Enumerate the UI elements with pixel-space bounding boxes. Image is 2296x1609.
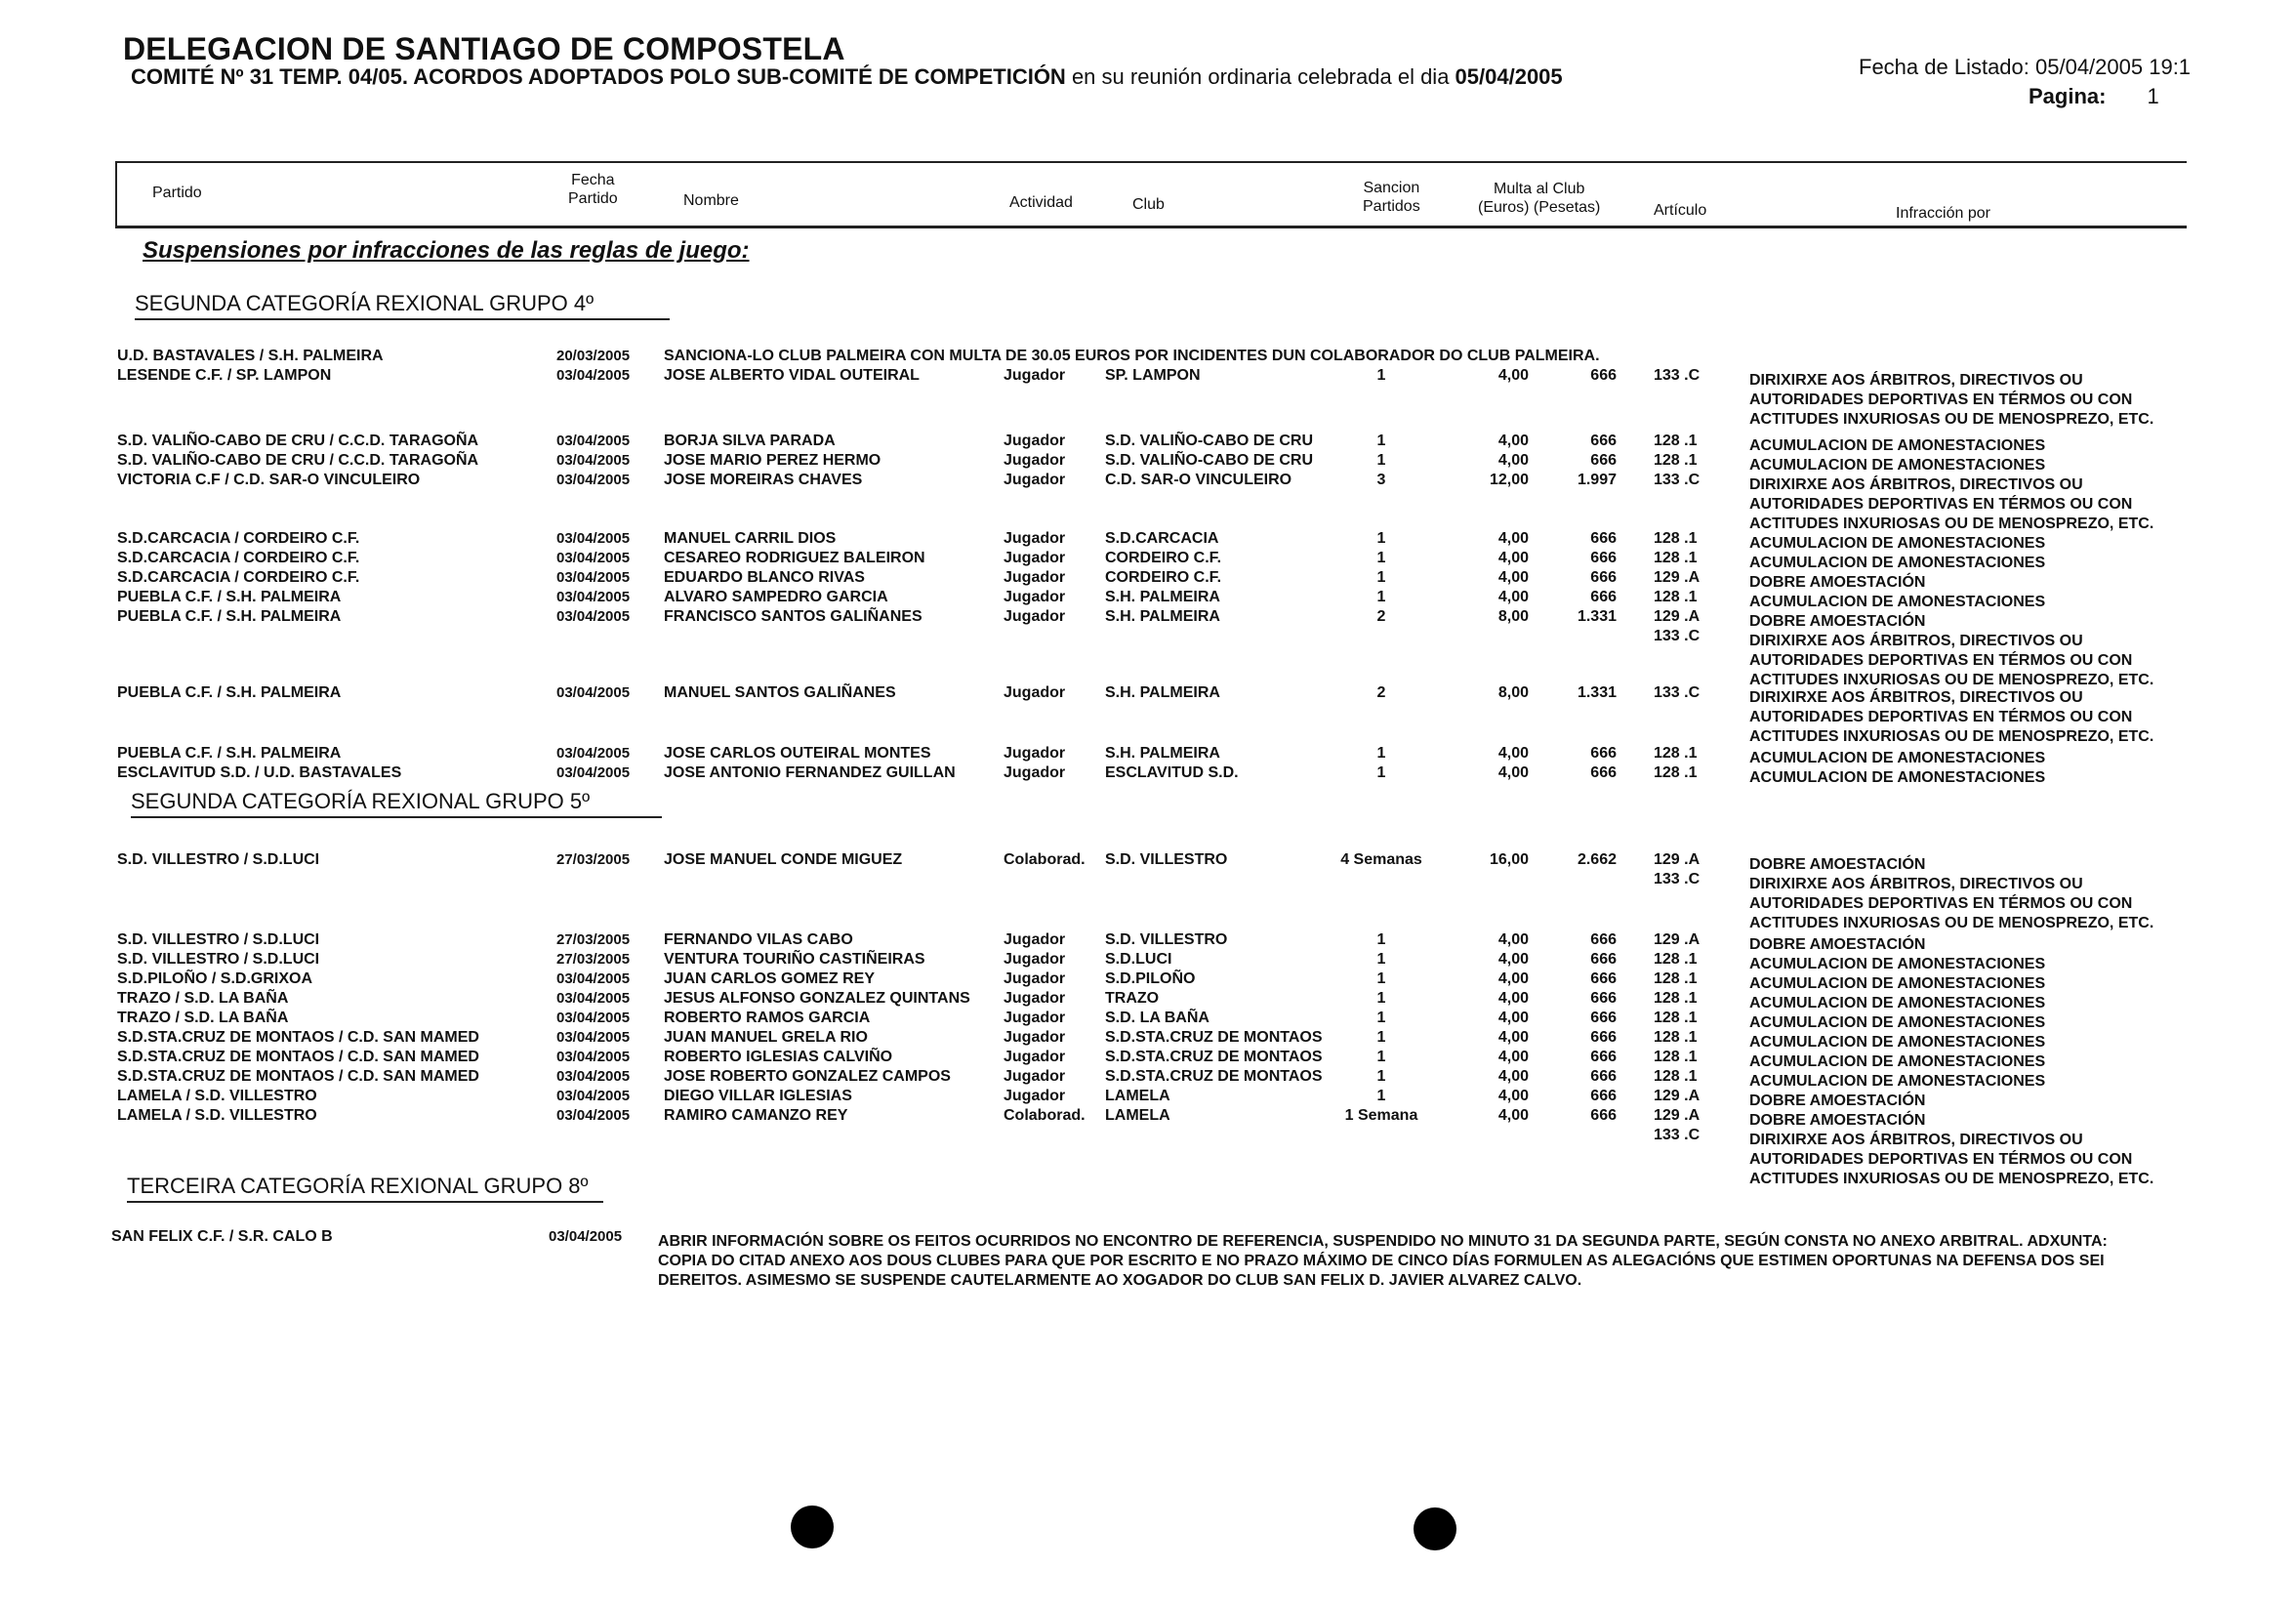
cell-fecha: 03/04/2005 — [556, 1107, 631, 1124]
cell-pesetas: 666 — [1590, 1010, 1617, 1026]
cell-fecha: 03/04/2005 — [556, 684, 631, 701]
infraccion-line: AUTORIDADES DEPORTIVAS EN TÉRMOS OU CON — [1749, 652, 2133, 669]
col-header-infraccion: Infracción por — [1896, 205, 1990, 222]
cell-articulo: 133 .C — [1654, 628, 1701, 644]
cell-euros: 16,00 — [1489, 851, 1529, 868]
note-row — [0, 348, 2296, 367]
cell-sancion: 1 Semana — [1344, 1107, 1418, 1124]
cell-nombre: JOSE ALBERTO VIDAL OUTEIRAL — [664, 367, 920, 384]
cell-euros: 4,00 — [1497, 367, 1529, 384]
col-header-actividad: Actividad — [1009, 194, 1073, 211]
infraccion-line: DOBRE AMOESTACIÓN — [1749, 936, 1926, 953]
cell-partido: TRAZO / S.D. LA BAÑA — [117, 1010, 289, 1026]
cell-fecha: 03/04/2005 — [556, 1010, 631, 1026]
cell-euros: 4,00 — [1497, 951, 1529, 968]
cell-sancion: 1 — [1376, 764, 1386, 781]
cell-club: LAMELA — [1105, 1107, 1170, 1124]
cell-sancion: 1 — [1376, 433, 1386, 449]
cell-partido: S.D. VILLESTRO / S.D.LUCI — [117, 931, 320, 948]
cell-nombre: ALVARO SAMPEDRO GARCIA — [664, 589, 888, 605]
infraccion-line: ACTITUDES INXURIOSAS OU DE MENOSPREZO, ETC. — [1749, 672, 2154, 688]
cell-pesetas: 666 — [1590, 951, 1617, 968]
cell-pesetas: 666 — [1590, 745, 1617, 762]
cell-partido: S.D.STA.CRUZ DE MONTAOS / C.D. SAN MAMED — [117, 1068, 479, 1085]
cell-club: S.D.STA.CRUZ DE MONTAOS — [1105, 1029, 1323, 1046]
document-subtitle — [131, 64, 1563, 90]
cell-pesetas: 666 — [1590, 530, 1617, 547]
cell-fecha: 03/04/2005 — [549, 1228, 623, 1245]
infraccion-line: AUTORIDADES DEPORTIVAS EN TÉRMOS OU CON — [1749, 392, 2133, 408]
cell-actividad: Jugador — [1004, 745, 1066, 762]
infraccion-line: ACUMULACION DE AMONESTACIONES — [1749, 1034, 2046, 1051]
cell-infraccion — [1749, 855, 2153, 933]
cell-actividad: Jugador — [1004, 990, 1066, 1007]
cell-partido: SAN FELIX C.F. / S.R. CALO B — [111, 1228, 333, 1245]
cell-articulo: 133 .C — [1654, 367, 1701, 384]
cell-actividad: Jugador — [1004, 764, 1066, 781]
note-line: COPIA DO CITAD ANEXO AOS DOUS CLUBES PARA QUE POR ESCRITO E NO PRAZO MÁXIMO DE CINCO DÍAS FORMULEN AS ALEGACIÓNS QUE ESTIMEN OPORTUNAS NA DEFENSA DOS SEI — [658, 1253, 2105, 1269]
col-header-multa: Multa al Club (Euros) (Pesetas) — [1478, 181, 1601, 216]
cell-nombre: JOSE MARIO PEREZ HERMO — [664, 452, 882, 469]
cell-actividad: Jugador — [1004, 472, 1066, 488]
cell-articulo: 128 .1 — [1654, 1029, 1698, 1046]
cell-partido: S.D.CARCACIA / CORDEIRO C.F. — [117, 530, 360, 547]
cell-fecha: 03/04/2005 — [556, 550, 631, 566]
infraccion-line: ACUMULACION DE AMONESTACIONES — [1749, 437, 2046, 454]
cell-sancion: 1 — [1376, 452, 1386, 469]
infraccion-line: ACTITUDES INXURIOSAS OU DE MENOSPREZO, ETC. — [1749, 1171, 2154, 1187]
cell-euros: 4,00 — [1497, 1107, 1529, 1124]
infraccion-line: ACUMULACION DE AMONESTACIONES — [1749, 995, 2046, 1011]
page-label: Pagina: — [2029, 84, 2107, 108]
cell-partido: S.D.CARCACIA / CORDEIRO C.F. — [117, 569, 360, 586]
cell-articulo: 129 .A — [1654, 1088, 1701, 1104]
cell-euros: 8,00 — [1497, 608, 1529, 625]
cell-club: ESCLAVITUD S.D. — [1105, 764, 1239, 781]
cell-sancion: 3 — [1376, 472, 1386, 488]
cell-club: CORDEIRO C.F. — [1105, 550, 1222, 566]
listing-date: Fecha de Listado: 05/04/2005 19:1 — [1859, 55, 2192, 79]
cell-fecha: 27/03/2005 — [556, 931, 631, 948]
cell-nombre: MANUEL CARRIL DIOS — [664, 530, 837, 547]
cell-partido: PUEBLA C.F. / S.H. PALMEIRA — [117, 608, 342, 625]
cell-fecha: 03/04/2005 — [556, 745, 631, 762]
cell-pesetas: 1.997 — [1577, 472, 1617, 488]
cell-nombre: VENTURA TOURIÑO CASTIÑEIRAS — [664, 951, 925, 968]
cell-sancion: 2 — [1376, 684, 1386, 701]
cell-articulo: 128 .1 — [1654, 951, 1698, 968]
cell-articulo: 133 .C — [1654, 472, 1701, 488]
cell-sancion: 1 — [1376, 1010, 1386, 1026]
cell-partido: PUEBLA C.F. / S.H. PALMEIRA — [117, 589, 342, 605]
cell-club: S.D. VILLESTRO — [1105, 931, 1228, 948]
infraccion-line: AUTORIDADES DEPORTIVAS EN TÉRMOS OU CON — [1749, 1151, 2133, 1168]
cell-actividad: Colaborad. — [1004, 1107, 1086, 1124]
cell-nombre: JESUS ALFONSO GONZALEZ QUINTANS — [664, 990, 970, 1007]
cell-sancion: 2 — [1376, 608, 1386, 625]
cell-euros: 4,00 — [1497, 550, 1529, 566]
cell-partido: LESENDE C.F. / SP. LAMPON — [117, 367, 332, 384]
infraccion-line: ACUMULACION DE AMONESTACIONES — [1749, 555, 2046, 571]
cell-articulo: 128 .1 — [1654, 990, 1698, 1007]
infraccion-line: ACTITUDES INXURIOSAS OU DE MENOSPREZO, ETC. — [1749, 516, 2154, 532]
cell-fecha: 03/04/2005 — [556, 433, 631, 449]
cell-pesetas: 666 — [1590, 990, 1617, 1007]
cell-sancion: 1 — [1376, 931, 1386, 948]
cell-pesetas: 666 — [1590, 569, 1617, 586]
cell-articulo: 128 .1 — [1654, 745, 1698, 762]
cell-actividad: Jugador — [1004, 367, 1066, 384]
infraccion-line: ACUMULACION DE AMONESTACIONES — [1749, 535, 2046, 552]
cell-club: S.D.STA.CRUZ DE MONTAOS — [1105, 1049, 1323, 1065]
table-row — [0, 1088, 2296, 1107]
cell-club: S.D. VILLESTRO — [1105, 851, 1228, 868]
cell-euros: 4,00 — [1497, 530, 1529, 547]
cell-sancion: 1 — [1376, 970, 1386, 987]
infraccion-line: DIRIXIRXE AOS ÁRBITROS, DIRECTIVOS OU — [1749, 476, 2083, 493]
cell-nombre: MANUEL SANTOS GALIÑANES — [664, 684, 896, 701]
cell-club: S.H. PALMEIRA — [1105, 684, 1220, 701]
cell-partido: S.D. VALIÑO-CABO DE CRU / C.C.D. TARAGOÑA — [117, 433, 479, 449]
cell-nombre: RAMIRO CAMANZO REY — [664, 1107, 848, 1124]
infraccion-line: ACUMULACION DE AMONESTACIONES — [1749, 750, 2046, 766]
cell-articulo: 128 .1 — [1654, 1068, 1698, 1085]
infraccion-line: AUTORIDADES DEPORTIVAS EN TÉRMOS OU CON — [1749, 895, 2133, 912]
cell-sancion: 4 Semanas — [1340, 851, 1422, 868]
cell-sancion: 1 — [1376, 530, 1386, 547]
cell-club: S.D.CARCACIA — [1105, 530, 1219, 547]
cell-articulo: 128 .1 — [1654, 433, 1698, 449]
cell-actividad: Jugador — [1004, 1010, 1066, 1026]
cell-actividad: Jugador — [1004, 931, 1066, 948]
cell-euros: 4,00 — [1497, 745, 1529, 762]
cell-nombre: BORJA SILVA PARADA — [664, 433, 836, 449]
group-title: TERCEIRA CATEGORÍA REXIONAL GRUPO 8º — [127, 1174, 603, 1203]
cell-club: LAMELA — [1105, 1088, 1170, 1104]
cell-club: S.D.STA.CRUZ DE MONTAOS — [1105, 1068, 1323, 1085]
cell-nombre: JOSE MOREIRAS CHAVES — [664, 472, 863, 488]
infraccion-line: ACUMULACION DE AMONESTACIONES — [1749, 769, 2046, 786]
cell-nombre: EDUARDO BLANCO RIVAS — [664, 569, 865, 586]
cell-partido: S.D.STA.CRUZ DE MONTAOS / C.D. SAN MAMED — [117, 1049, 479, 1065]
cell-nombre: ROBERTO RAMOS GARCIA — [664, 1010, 871, 1026]
cell-fecha: 27/03/2005 — [556, 851, 631, 868]
infraccion-line: ACUMULACION DE AMONESTACIONES — [1749, 1073, 2046, 1090]
cell-partido: TRAZO / S.D. LA BAÑA — [117, 990, 289, 1007]
cell-pesetas: 1.331 — [1577, 608, 1617, 625]
infraccion-line: AUTORIDADES DEPORTIVAS EN TÉRMOS OU CON — [1749, 496, 2133, 513]
cell-partido: LAMELA / S.D. VILLESTRO — [117, 1088, 317, 1104]
cell-actividad: Jugador — [1004, 569, 1066, 586]
punch-hole — [1414, 1507, 1456, 1550]
cell-club: S.H. PALMEIRA — [1105, 589, 1220, 605]
cell-infraccion — [1749, 371, 2153, 430]
cell-pesetas: 666 — [1590, 970, 1617, 987]
infraccion-line: DIRIXIRXE AOS ÁRBITROS, DIRECTIVOS OU — [1749, 876, 2083, 892]
cell-fecha: 20/03/2005 — [556, 348, 631, 364]
cell-articulo: 128 .1 — [1654, 1049, 1698, 1065]
note-line: DEREITOS. ASIMESMO SE SUSPENDE CAUTELARMENTE AO XOGADOR DO CLUB SAN FELIX D. JAVIER ALVAREZ CALVO. — [658, 1272, 1582, 1289]
subtitle-date: 05/04/2005 — [1455, 64, 1563, 89]
cell-club: S.D. VALIÑO-CABO DE CRU — [1105, 452, 1314, 469]
cell-euros: 4,00 — [1497, 931, 1529, 948]
cell-actividad: Jugador — [1004, 1088, 1066, 1104]
cell-pesetas: 666 — [1590, 1107, 1617, 1124]
section-title: Suspensiones por infracciones de las reglas de juego: — [143, 237, 750, 264]
cell-euros: 4,00 — [1497, 452, 1529, 469]
cell-sancion: 1 — [1376, 990, 1386, 1007]
infraccion-line: DOBRE AMOESTACIÓN — [1749, 574, 1926, 591]
cell-articulo: 133 .C — [1654, 1127, 1701, 1143]
cell-articulo: 133 .C — [1654, 871, 1701, 887]
infraccion-line: ACUMULACION DE AMONESTACIONES — [1749, 594, 2046, 610]
page-number: 1 — [2147, 84, 2159, 108]
cell-pesetas: 666 — [1590, 764, 1617, 781]
infraccion-line: ACUMULACION DE AMONESTACIONES — [1749, 956, 2046, 972]
subtitle-meeting: en su reunión ordinaria celebrada el dia — [1065, 64, 1456, 89]
infraccion-line: DIRIXIRXE AOS ÁRBITROS, DIRECTIVOS OU — [1749, 633, 2083, 649]
cell-actividad: Jugador — [1004, 1029, 1066, 1046]
cell-actividad: Jugador — [1004, 1049, 1066, 1065]
cell-nombre: FRANCISCO SANTOS GALIÑANES — [664, 608, 922, 625]
cell-partido: PUEBLA C.F. / S.H. PALMEIRA — [117, 684, 342, 701]
infraccion-line: ACUMULACION DE AMONESTACIONES — [1749, 1053, 2046, 1070]
cell-euros: 4,00 — [1497, 433, 1529, 449]
note-line: ABRIR INFORMACIÓN SOBRE OS FEITOS OCURRIDOS NO ENCONTRO DE REFERENCIA, SUSPENDIDO NO MINUTO 31 DA SEGUNDA PARTE, SEGÚN CONSTA NO ANEXO ARBITRAL. ADXUNTA: — [658, 1233, 2108, 1250]
note-text: SANCIONA-LO CLUB PALMEIRA CON MULTA DE 30.05 EUROS POR INCIDENTES DUN COLABORADOR DO CLUB PALMEIRA. — [664, 348, 1600, 364]
cell-articulo: 128 .1 — [1654, 530, 1698, 547]
cell-fecha: 27/03/2005 — [556, 951, 631, 968]
cell-pesetas: 666 — [1590, 550, 1617, 566]
cell-nombre: JUAN MANUEL GRELA RIO — [664, 1029, 868, 1046]
cell-articulo: 129 .A — [1654, 1107, 1701, 1124]
cell-pesetas: 666 — [1590, 433, 1617, 449]
cell-articulo: 129 .A — [1654, 931, 1701, 948]
cell-partido: ESCLAVITUD S.D. / U.D. BASTAVALES — [117, 764, 402, 781]
col-header-fecha: Fecha Partido — [568, 172, 618, 207]
cell-euros: 8,00 — [1497, 684, 1529, 701]
cell-pesetas: 666 — [1590, 589, 1617, 605]
cell-pesetas: 666 — [1590, 1029, 1617, 1046]
cell-pesetas: 1.331 — [1577, 684, 1617, 701]
cell-nombre: JOSE CARLOS OUTEIRAL MONTES — [664, 745, 931, 762]
cell-partido: S.D.PILOÑO / S.D.GRIXOA — [117, 970, 313, 987]
group-title: SEGUNDA CATEGORÍA REXIONAL GRUPO 5º — [131, 789, 662, 818]
subtitle-committee: COMITÉ Nº 31 TEMP. 04/05. ACORDOS ADOPTADOS POLO SUB-COMITÉ DE COMPETICIÓN — [131, 64, 1066, 89]
cell-euros: 4,00 — [1497, 1010, 1529, 1026]
infraccion-line: AUTORIDADES DEPORTIVAS EN TÉRMOS OU CON — [1749, 709, 2133, 725]
cell-nombre: JOSE ROBERTO GONZALEZ CAMPOS — [664, 1068, 951, 1085]
cell-sancion: 1 — [1376, 589, 1386, 605]
cell-articulo: 128 .1 — [1654, 589, 1698, 605]
cell-pesetas: 2.662 — [1577, 851, 1617, 868]
cell-sancion: 1 — [1376, 1068, 1386, 1085]
cell-fecha: 03/04/2005 — [556, 1029, 631, 1046]
cell-actividad: Colaborad. — [1004, 851, 1086, 868]
note-paragraph — [658, 1232, 2108, 1291]
cell-fecha: 03/04/2005 — [556, 589, 631, 605]
cell-actividad: Jugador — [1004, 530, 1066, 547]
cell-fecha: 03/04/2005 — [556, 367, 631, 384]
cell-partido: VICTORIA C.F / C.D. SAR-O VINCULEIRO — [117, 472, 421, 488]
cell-fecha: 03/04/2005 — [556, 472, 631, 488]
cell-sancion: 1 — [1376, 1029, 1386, 1046]
cell-club: S.D.LUCI — [1105, 951, 1172, 968]
infraccion-line: ACTITUDES INXURIOSAS OU DE MENOSPREZO, ETC. — [1749, 915, 2154, 931]
cell-club: SP. LAMPON — [1105, 367, 1201, 384]
cell-nombre: ROBERTO IGLESIAS CALVIÑO — [664, 1049, 893, 1065]
cell-partido: S.D. VILLESTRO / S.D.LUCI — [117, 851, 320, 868]
infraccion-line: DOBRE AMOESTACIÓN — [1749, 613, 1926, 630]
cell-infraccion — [1749, 1111, 2153, 1189]
cell-euros: 12,00 — [1489, 472, 1529, 488]
cell-club: S.D. LA BAÑA — [1105, 1010, 1210, 1026]
cell-partido: PUEBLA C.F. / S.H. PALMEIRA — [117, 745, 342, 762]
cell-actividad: Jugador — [1004, 970, 1066, 987]
cell-fecha: 03/04/2005 — [556, 990, 631, 1007]
cell-articulo: 133 .C — [1654, 684, 1701, 701]
page-indicator — [2029, 84, 2159, 109]
infraccion-line: DOBRE AMOESTACIÓN — [1749, 856, 1926, 873]
cell-fecha: 03/04/2005 — [556, 569, 631, 586]
infraccion-line: ACUMULACION DE AMONESTACIONES — [1749, 975, 2046, 992]
cell-fecha: 03/04/2005 — [556, 608, 631, 625]
cell-euros: 4,00 — [1497, 1068, 1529, 1085]
cell-fecha: 03/04/2005 — [556, 1088, 631, 1104]
cell-euros: 4,00 — [1497, 970, 1529, 987]
infraccion-line: ACTITUDES INXURIOSAS OU DE MENOSPREZO, ETC. — [1749, 728, 2154, 745]
cell-fecha: 03/04/2005 — [556, 970, 631, 987]
cell-partido: S.D. VALIÑO-CABO DE CRU / C.C.D. TARAGOÑA — [117, 452, 479, 469]
col-header-sancion: Sancion Partidos — [1363, 180, 1420, 215]
cell-infraccion — [1749, 475, 2153, 534]
infraccion-line: DIRIXIRXE AOS ÁRBITROS, DIRECTIVOS OU — [1749, 372, 2083, 389]
cell-sancion: 1 — [1376, 550, 1386, 566]
cell-actividad: Jugador — [1004, 951, 1066, 968]
cell-actividad: Jugador — [1004, 433, 1066, 449]
cell-nombre: FERNANDO VILAS CABO — [664, 931, 853, 948]
col-header-club: Club — [1132, 196, 1165, 213]
cell-partido: U.D. BASTAVALES / S.H. PALMEIRA — [117, 348, 384, 364]
cell-club: C.D. SAR-O VINCULEIRO — [1105, 472, 1292, 488]
cell-articulo: 128 .1 — [1654, 970, 1698, 987]
cell-euros: 4,00 — [1497, 1049, 1529, 1065]
cell-club: S.H. PALMEIRA — [1105, 608, 1220, 625]
cell-sancion: 1 — [1376, 367, 1386, 384]
cell-euros: 4,00 — [1497, 569, 1529, 586]
cell-articulo: 128 .1 — [1654, 452, 1698, 469]
cell-club: S.D. VALIÑO-CABO DE CRU — [1105, 433, 1314, 449]
cell-actividad: Jugador — [1004, 589, 1066, 605]
infraccion-line: ACUMULACION DE AMONESTACIONES — [1749, 457, 2046, 474]
col-header-partido: Partido — [152, 185, 202, 201]
cell-articulo: 129 .A — [1654, 608, 1701, 625]
cell-fecha: 03/04/2005 — [556, 530, 631, 547]
infraccion-line: DIRIXIRXE AOS ÁRBITROS, DIRECTIVOS OU — [1749, 689, 2083, 706]
cell-sancion: 1 — [1376, 1088, 1386, 1104]
cell-pesetas: 666 — [1590, 367, 1617, 384]
cell-sancion: 1 — [1376, 569, 1386, 586]
cell-nombre: JUAN CARLOS GOMEZ REY — [664, 970, 876, 987]
cell-actividad: Jugador — [1004, 1068, 1066, 1085]
cell-fecha: 03/04/2005 — [556, 452, 631, 469]
cell-actividad: Jugador — [1004, 608, 1066, 625]
cell-articulo: 128 .1 — [1654, 764, 1698, 781]
infraccion-line: DIRIXIRXE AOS ÁRBITROS, DIRECTIVOS OU — [1749, 1132, 2083, 1148]
cell-fecha: 03/04/2005 — [556, 1049, 631, 1065]
cell-pesetas: 666 — [1590, 931, 1617, 948]
cell-sancion: 1 — [1376, 1049, 1386, 1065]
cell-pesetas: 666 — [1590, 1088, 1617, 1104]
infraccion-line: DOBRE AMOESTACIÓN — [1749, 1112, 1926, 1129]
cell-partido: LAMELA / S.D. VILLESTRO — [117, 1107, 317, 1124]
cell-nombre: JOSE ANTONIO FERNANDEZ GUILLAN — [664, 764, 956, 781]
col-header-articulo: Artículo — [1654, 202, 1707, 219]
document-title: DELEGACION DE SANTIAGO DE COMPOSTELA — [123, 31, 845, 66]
infraccion-line: ACTITUDES INXURIOSAS OU DE MENOSPREZO, ETC. — [1749, 411, 2154, 428]
table-row — [0, 569, 2296, 589]
cell-fecha: 03/04/2005 — [556, 1068, 631, 1085]
cell-euros: 4,00 — [1497, 764, 1529, 781]
cell-articulo: 128 .1 — [1654, 550, 1698, 566]
cell-club: S.D.PILOÑO — [1105, 970, 1196, 987]
cell-euros: 4,00 — [1497, 589, 1529, 605]
table-row — [0, 931, 2296, 951]
cell-actividad: Jugador — [1004, 550, 1066, 566]
cell-fecha: 03/04/2005 — [556, 764, 631, 781]
cell-pesetas: 666 — [1590, 452, 1617, 469]
punch-hole — [791, 1506, 834, 1548]
cell-club: CORDEIRO C.F. — [1105, 569, 1222, 586]
cell-infraccion — [1749, 768, 2045, 788]
cell-nombre: DIEGO VILLAR IGLESIAS — [664, 1088, 852, 1104]
infraccion-line: ACUMULACION DE AMONESTACIONES — [1749, 1014, 2046, 1031]
cell-infraccion — [1749, 688, 2153, 747]
cell-partido: S.D.STA.CRUZ DE MONTAOS / C.D. SAN MAMED — [117, 1029, 479, 1046]
cell-nombre: JOSE MANUEL CONDE MIGUEZ — [664, 851, 903, 868]
cell-partido: S.D. VILLESTRO / S.D.LUCI — [117, 951, 320, 968]
cell-euros: 4,00 — [1497, 1029, 1529, 1046]
cell-articulo: 128 .1 — [1654, 1010, 1698, 1026]
cell-actividad: Jugador — [1004, 684, 1066, 701]
cell-pesetas: 666 — [1590, 1049, 1617, 1065]
cell-euros: 4,00 — [1497, 1088, 1529, 1104]
cell-infraccion — [1749, 612, 2153, 690]
cell-actividad: Jugador — [1004, 452, 1066, 469]
cell-articulo: 129 .A — [1654, 851, 1701, 868]
cell-partido: S.D.CARCACIA / CORDEIRO C.F. — [117, 550, 360, 566]
infraccion-line: DOBRE AMOESTACIÓN — [1749, 1093, 1926, 1109]
cell-articulo: 129 .A — [1654, 569, 1701, 586]
cell-euros: 4,00 — [1497, 990, 1529, 1007]
col-header-nombre: Nombre — [683, 192, 739, 209]
cell-club: S.H. PALMEIRA — [1105, 745, 1220, 762]
cell-nombre: CESAREO RODRIGUEZ BALEIRON — [664, 550, 925, 566]
cell-sancion: 1 — [1376, 951, 1386, 968]
cell-pesetas: 666 — [1590, 1068, 1617, 1085]
cell-club: TRAZO — [1105, 990, 1160, 1007]
group-title: SEGUNDA CATEGORÍA REXIONAL GRUPO 4º — [135, 291, 670, 320]
cell-sancion: 1 — [1376, 745, 1386, 762]
